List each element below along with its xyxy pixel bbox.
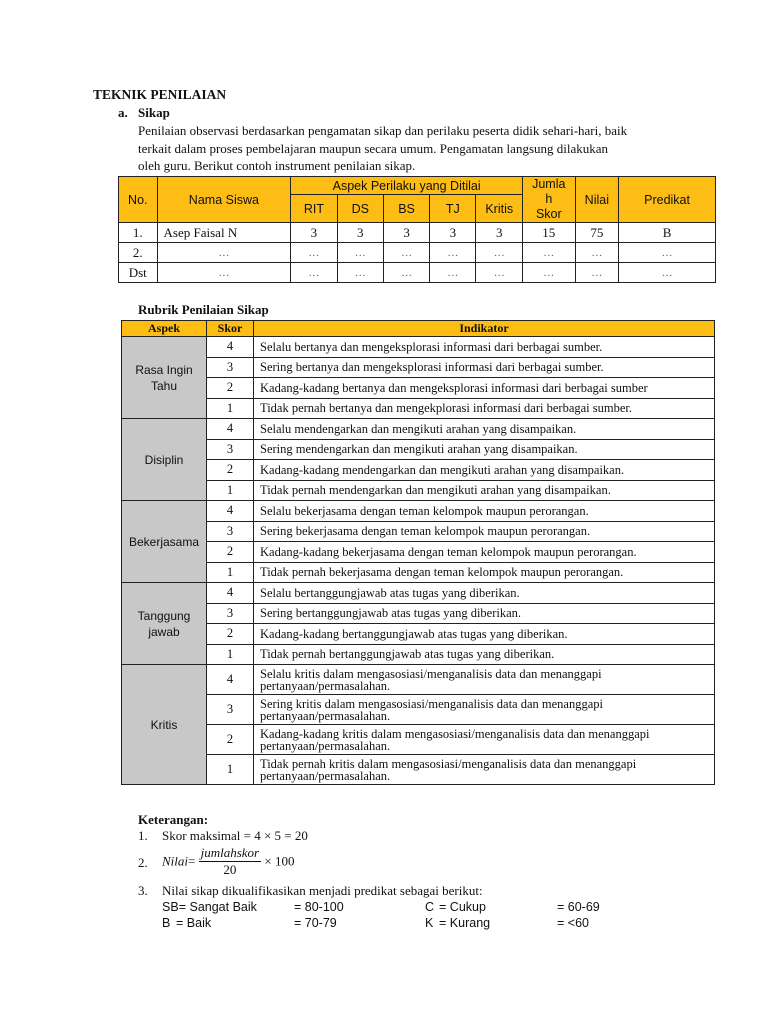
cell-nama: Asep Faisal N: [157, 223, 291, 243]
aspek-kritis: Kritis: [122, 665, 207, 785]
indikator-line: pertanyaan/permasalahan.: [260, 768, 391, 783]
table-row: [122, 624, 715, 645]
header-aspek: Aspek Perilaku yang Ditilai: [291, 177, 523, 195]
formula-fraction: [199, 845, 262, 878]
predikat-code: C: [425, 900, 435, 914]
header-aspek: Aspek: [122, 321, 207, 337]
predikat-sep: =: [178, 900, 186, 914]
indikator-cell: [254, 665, 715, 695]
cell-jumlah: 15: [523, 223, 576, 243]
skor-cell: 1: [207, 644, 254, 665]
indikator-cell: Sering bertanggungjawab atas tugas yang diberikan.: [254, 603, 715, 624]
predikat-label: Kurang: [449, 916, 491, 930]
aspek-tanggung-jawab: [122, 583, 207, 665]
cell-jumlah: …: [523, 243, 576, 263]
section-label: a.: [118, 105, 128, 120]
aspek-line: Tanggung: [137, 608, 191, 623]
cell-no: Dst: [119, 263, 158, 283]
indikator-cell: [254, 695, 715, 725]
aspek-rasa-ingin-tahu: [122, 337, 207, 419]
skor-cell: 4: [207, 337, 254, 358]
indikator-cell: Selalu bertanya dan mengeksplorasi informasi dari berbagai sumber.: [254, 337, 715, 358]
indikator-cell: Selalu bertanggungjawab atas tugas yang diberikan.: [254, 583, 715, 604]
header-bs: BS: [383, 195, 429, 223]
header-no: No.: [119, 177, 158, 223]
assessment-table: [118, 176, 716, 283]
skor-cell: 3: [207, 695, 254, 725]
indikator-line: pertanyaan/permasalahan.: [260, 738, 391, 753]
formula-denominator: 20: [223, 862, 237, 877]
predikat-b-range: = 70-79: [294, 916, 337, 930]
table-row: [119, 243, 716, 263]
aspek-bekerjasama: Bekerjasama: [122, 501, 207, 583]
predikat-k-range: = <60: [557, 916, 589, 930]
table-row: [122, 665, 715, 695]
predikat-k: [425, 916, 490, 930]
formula-lhs: Nilai: [162, 853, 189, 869]
cell-predikat: …: [619, 263, 716, 283]
cell-no: 1.: [119, 223, 158, 243]
indikator-line: pertanyaan/permasalahan.: [260, 678, 391, 693]
indikator-cell: Tidak pernah mendengarkan dan mengikuti arahan yang disampaikan.: [254, 480, 715, 501]
cell-tj: 3: [430, 223, 476, 243]
indikator-cell: [254, 755, 715, 785]
table-row: [122, 378, 715, 399]
indikator-cell: Selalu bekerjasama dengan teman kelompok maupun perorangan.: [254, 501, 715, 522]
rubrik-table: [121, 320, 715, 785]
ket-item-1-text: Skor maksimal: [162, 828, 241, 843]
table-row: [122, 542, 715, 563]
formula-tail: × 100: [264, 853, 295, 869]
intro-paragraph: [138, 122, 678, 175]
header-nama: Nama Siswa: [157, 177, 291, 223]
ket-item-1-formula: = 4 × 5 = 20: [243, 828, 308, 843]
indikator-line: Selalu kritis dalam mengasosiasi/menganalisis data dan menanggapi: [260, 666, 602, 681]
predikat-sep: =: [176, 916, 184, 930]
ket-item-1: [162, 828, 308, 844]
indikator-cell: Kadang-kadang bekerjasama dengan teman kelompok maupun perorangan.: [254, 542, 715, 563]
cell-rit: …: [291, 263, 337, 283]
cell-bs: …: [383, 263, 429, 283]
table-row: [122, 337, 715, 358]
indikator-cell: Selalu mendengarkan dan mengikuti arahan yang disampaikan.: [254, 419, 715, 440]
indikator-cell: Sering bertanya dan mengeksplorasi informasi dari berbagai sumber.: [254, 357, 715, 378]
paragraph-line: terkait dalam proses pembelajaran maupun secara umum. Pengamatan langsung dilakukan: [138, 140, 609, 156]
skor-cell: 3: [207, 603, 254, 624]
cell-tj: …: [430, 263, 476, 283]
indikator-cell: [254, 725, 715, 755]
cell-nama: …: [157, 243, 291, 263]
cell-nilai: …: [575, 243, 619, 263]
table-row: [119, 263, 716, 283]
predikat-sb-range: = 80-100: [294, 900, 344, 914]
page-heading: TEKNIK PENILAIAN: [93, 87, 227, 102]
header-jumlah-3: Skor: [535, 207, 562, 221]
skor-cell: 4: [207, 665, 254, 695]
ket-item-3-num: 3.: [138, 883, 148, 898]
predikat-code: SB: [162, 900, 179, 914]
skor-cell: 2: [207, 624, 254, 645]
cell-predikat: …: [619, 243, 716, 263]
header-tj: TJ: [430, 195, 476, 223]
predikat-sep: =: [439, 916, 447, 930]
header-jumlah: [523, 177, 576, 223]
table-row: [122, 562, 715, 583]
table-row: [122, 460, 715, 481]
table-row: [122, 755, 715, 785]
paragraph-line: oleh guru. Berikut contoh instrument penilaian sikap.: [138, 158, 416, 173]
indikator-line: pertanyaan/permasalahan.: [260, 708, 391, 723]
section-title: Sikap: [138, 105, 170, 120]
predikat-label: Baik: [186, 916, 212, 930]
cell-jumlah: …: [523, 263, 576, 283]
header-skor: Skor: [207, 321, 254, 337]
indikator-cell: Tidak pernah bekerjasama dengan teman kelompok maupun perorangan.: [254, 562, 715, 583]
cell-bs: …: [383, 243, 429, 263]
table-row: [119, 223, 716, 243]
ket-item-2-num: 2.: [138, 855, 148, 870]
header-ds: DS: [337, 195, 383, 223]
cell-kritis: …: [476, 243, 523, 263]
skor-cell: 4: [207, 583, 254, 604]
cell-kritis: …: [476, 263, 523, 283]
header-predikat: Predikat: [619, 177, 716, 223]
predikat-sb: [162, 900, 257, 914]
predikat-b: [162, 916, 211, 930]
skor-cell: 3: [207, 521, 254, 542]
skor-cell: 2: [207, 725, 254, 755]
cell-ds: 3: [337, 223, 383, 243]
predikat-label: Cukup: [449, 900, 486, 914]
indikator-line: Sering kritis dalam mengasosiasi/menganalisis data dan menanggapi: [260, 696, 603, 711]
cell-no: 2.: [119, 243, 158, 263]
header-rit: RIT: [291, 195, 337, 223]
indikator-cell: Sering bekerjasama dengan teman kelompok maupun perorangan.: [254, 521, 715, 542]
skor-cell: 1: [207, 562, 254, 583]
predikat-label: Sangat Baik: [189, 900, 257, 914]
table-row: [122, 644, 715, 665]
skor-cell: 2: [207, 460, 254, 481]
cell-ds: …: [337, 243, 383, 263]
ket-item-3-text: Nilai sikap dikualifikasikan menjadi predikat sebagai berikut:: [162, 883, 483, 898]
indikator-cell: Kadang-kadang mendengarkan dan mengikuti arahan yang disampaikan.: [254, 460, 715, 481]
ket-item-1-num: 1.: [138, 828, 148, 843]
predikat-code: K: [425, 916, 434, 930]
cell-rit: …: [291, 243, 337, 263]
table-row: [122, 439, 715, 460]
aspek-line: Tahu: [150, 378, 178, 393]
aspek-line: Rasa Ingin: [135, 362, 193, 377]
cell-tj: …: [430, 243, 476, 263]
header-nilai: Nilai: [575, 177, 619, 223]
indikator-line: Kadang-kadang kritis dalam mengasosiasi/menganalisis data dan menanggapi: [260, 726, 650, 741]
table-row: [122, 603, 715, 624]
indikator-line: Tidak pernah kritis dalam mengasosiasi/menganalisis data dan menanggapi: [260, 756, 637, 771]
formula-eq: =: [188, 853, 196, 869]
indikator-cell: Tidak pernah bertanya dan mengekplorasi informasi dari berbagai sumber.: [254, 398, 715, 419]
table-row: [122, 357, 715, 378]
table-row: [122, 725, 715, 755]
skor-cell: 1: [207, 755, 254, 785]
skor-cell: 2: [207, 542, 254, 563]
predikat-c: [425, 900, 486, 914]
ket-item-2-formula: [162, 845, 294, 878]
skor-cell: 1: [207, 480, 254, 501]
skor-cell: 2: [207, 378, 254, 399]
cell-rit: 3: [291, 223, 337, 243]
table-row: [122, 398, 715, 419]
formula-numerator: jumlahskor: [200, 845, 260, 860]
table-row: [122, 521, 715, 542]
header-jumlah-1: Jumla: [532, 177, 566, 191]
skor-cell: 3: [207, 357, 254, 378]
cell-nilai: 75: [575, 223, 619, 243]
cell-nama: …: [157, 263, 291, 283]
predikat-code: B: [162, 916, 171, 930]
header-indikator: Indikator: [254, 321, 715, 337]
table-row: [122, 480, 715, 501]
table-row: [122, 501, 715, 522]
table-row: [122, 695, 715, 725]
indikator-cell: Sering mendengarkan dan mengikuti arahan yang disampaikan.: [254, 439, 715, 460]
skor-cell: 3: [207, 439, 254, 460]
predikat-sep: =: [439, 900, 447, 914]
keterangan-title: Keterangan:: [138, 812, 209, 827]
table-row: [122, 419, 715, 440]
cell-kritis: 3: [476, 223, 523, 243]
skor-cell: 1: [207, 398, 254, 419]
cell-ds: …: [337, 263, 383, 283]
table-row: [122, 583, 715, 604]
paragraph-line: Penilaian observasi berdasarkan pengamatan sikap dan perilaku peserta didik sehari-hari, baik: [138, 123, 628, 138]
rubrik-title: Rubrik Penilaian Sikap: [138, 302, 269, 317]
skor-cell: 4: [207, 501, 254, 522]
indikator-cell: Kadang-kadang bertanya dan mengeksplorasi informasi dari berbagai sumber: [254, 378, 715, 399]
aspek-disiplin: Disiplin: [122, 419, 207, 501]
cell-nilai: …: [575, 263, 619, 283]
indikator-cell: Kadang-kadang bertanggungjawab atas tugas yang diberikan.: [254, 624, 715, 645]
header-jumlah-2: h: [545, 192, 553, 206]
cell-bs: 3: [383, 223, 429, 243]
skor-cell: 4: [207, 419, 254, 440]
predikat-c-range: = 60-69: [557, 900, 600, 914]
cell-predikat: B: [619, 223, 716, 243]
aspek-line: jawab: [148, 624, 180, 639]
header-kritis: Kritis: [476, 195, 523, 223]
indikator-cell: Tidak pernah bertanggungjawab atas tugas yang diberikan.: [254, 644, 715, 665]
